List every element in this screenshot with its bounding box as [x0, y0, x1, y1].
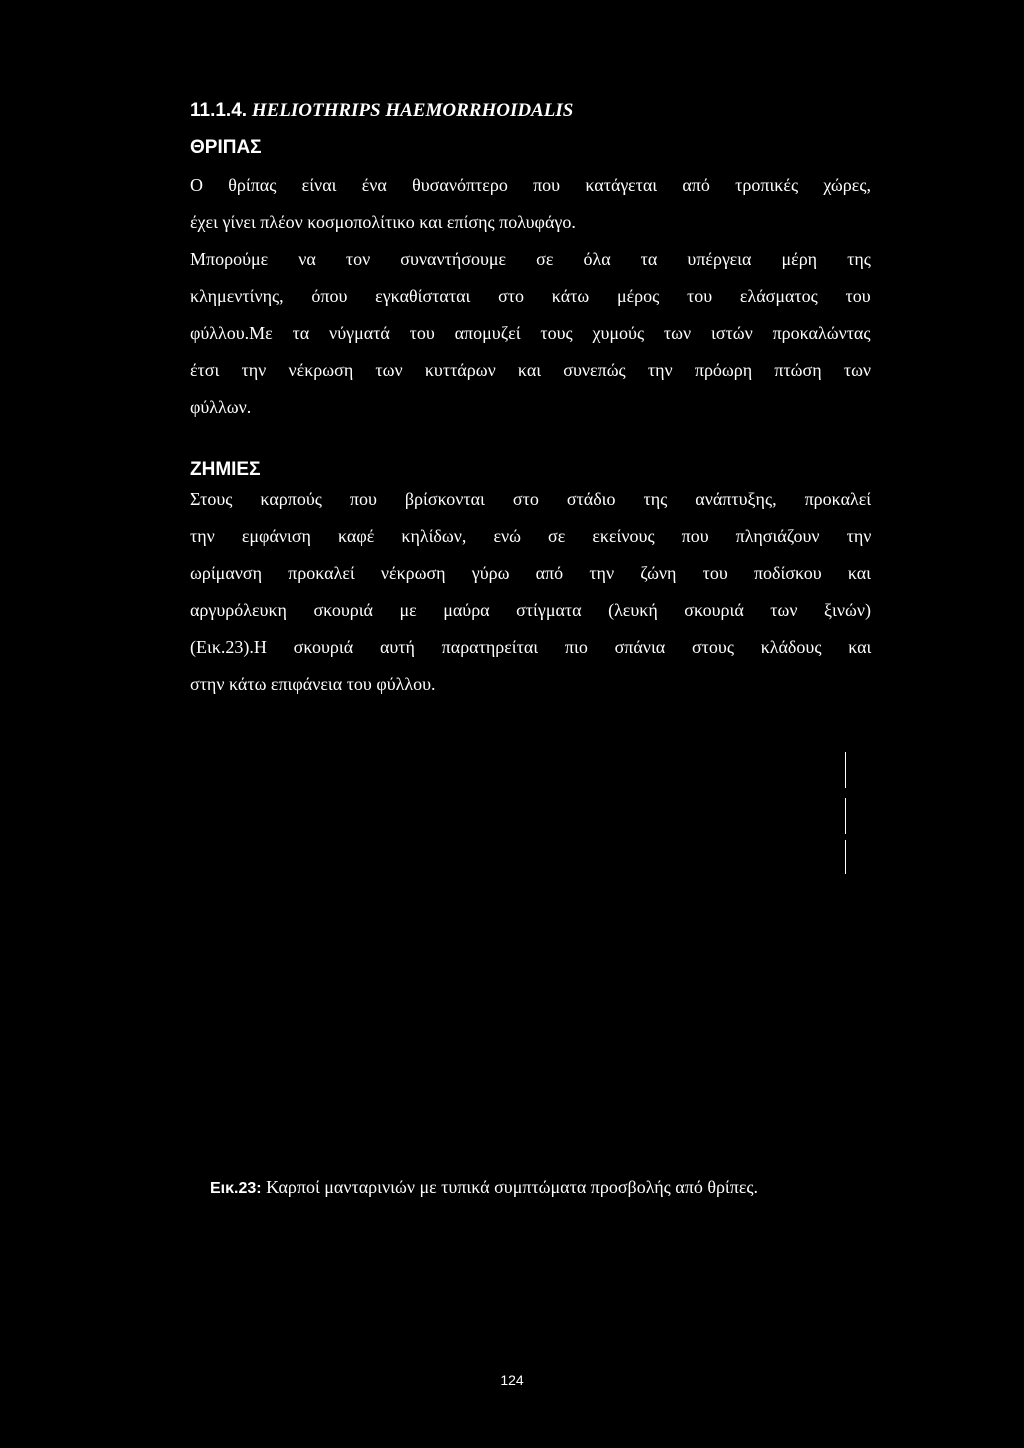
description-paragraph: [190, 167, 871, 426]
section-number: 11.1.4.: [190, 100, 248, 121]
damage-line: Στους καρπούς που βρίσκονται στο στάδιο της ανάπτυξης, προκαλεί: [190, 489, 872, 509]
figure-edge-line: [845, 840, 846, 874]
description-line: κλημεντίνης, όπου εγκαθίσταται στο κάτω μέρος του ελάσματος του: [190, 286, 871, 306]
damage-paragraph: [190, 481, 871, 703]
common-name-heading: ΘΡΙΠΑΣ: [190, 137, 262, 158]
description-line: φύλλων.: [190, 397, 252, 417]
species-latin-name: HELIOTHRIPS HAEMORRHOIDALIS: [251, 100, 574, 121]
description-line: Ο θρίπας είναι ένα θυσανόπτερο που κατάγεται από τροπικές χώρες,: [190, 175, 871, 195]
figure-caption: [190, 1168, 871, 1208]
description-line: έτσι την νέκρωση των κυττάρων και συνεπώς την πρόωρη πτώση των: [190, 360, 872, 380]
damage-line: ωρίμανση προκαλεί νέκρωση γύρω από την ζώνη του ποδίσκου και: [190, 563, 871, 583]
figure-caption-text: Καρποί μανταρινιών με τυπικά συμπτώματα προσβολής από θρίπες.: [266, 1177, 759, 1197]
page-number: 124: [500, 1372, 524, 1388]
description-line: φύλλου.Με τα νύγματά του απομυζεί τους χυμούς των ιστών προκαλώντας: [190, 323, 871, 343]
damage-line: αργυρόλευκη σκουριά με μαύρα στίγματα (λευκή σκουριά των ξινών): [190, 600, 872, 620]
figure-label: Εικ.23:: [210, 1180, 262, 1197]
damage-line: στην κάτω επιφάνεια του φύλλου.: [190, 674, 436, 694]
description-line: έχει γίνει πλέον κοσμοπολίτικο και επίσης πολυφάγο.: [190, 212, 576, 232]
damage-line: (Εικ.23).Η σκουριά αυτή παρατηρείται πιο σπάνια στους κλάδους και: [190, 637, 872, 657]
section-heading: [190, 100, 573, 122]
figure-edge-line: [845, 752, 846, 788]
damage-heading: ΖΗΜΙΕΣ: [190, 459, 261, 480]
figure-edge-line: [845, 798, 846, 834]
description-line: Μπορούμε να τον συναντήσουμε σε όλα τα υπέργεια μέρη της: [190, 249, 871, 269]
damage-line: την εμφάνιση καφέ κηλίδων, ενώ σε εκείνους που πλησιάζουν την: [190, 526, 872, 546]
